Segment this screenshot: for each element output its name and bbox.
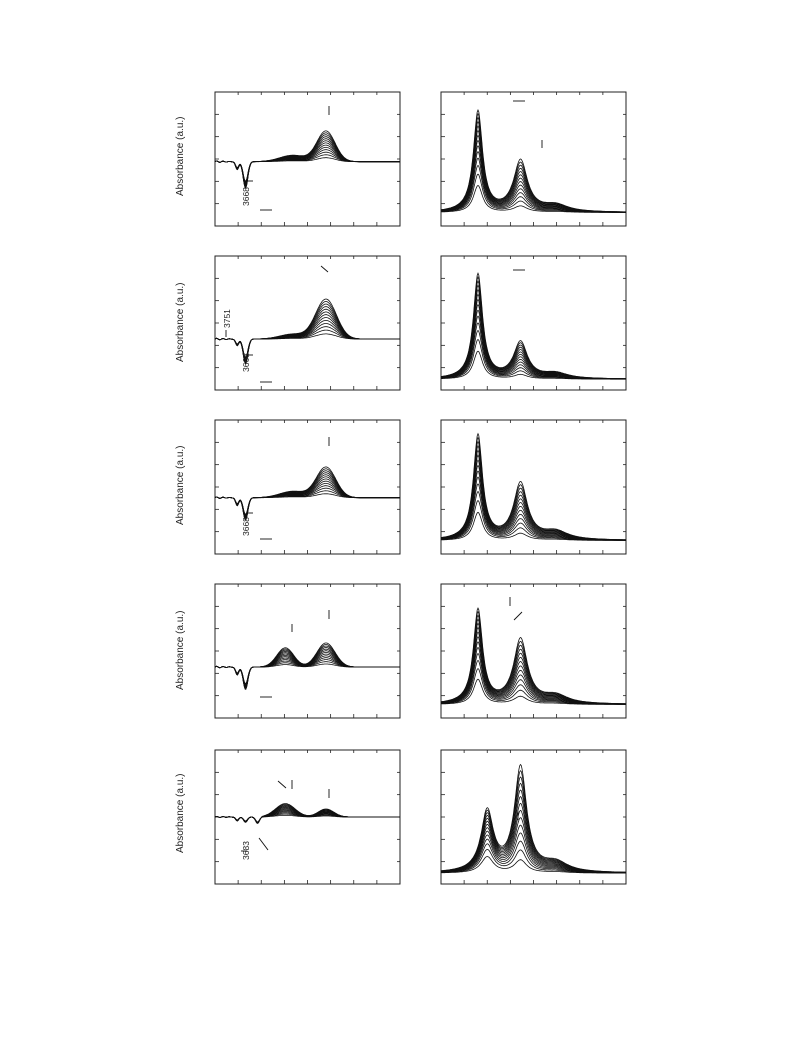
y-axis-label-e: Absorbance (a.u.) [175, 773, 186, 853]
spectrum-curve [215, 649, 400, 688]
spectrum-curve [215, 147, 400, 184]
annotation-a-3668: 3668 [241, 187, 251, 206]
spectrum-curve [441, 647, 626, 704]
marker-e-dip [259, 838, 268, 850]
spectrum-curve [215, 654, 400, 686]
marker-b-peak [321, 266, 328, 272]
panel-e-right [441, 750, 626, 884]
annotation-c-3668: 3668 [241, 517, 251, 536]
y-axis-label-c: Absorbance (a.u.) [175, 445, 186, 525]
spectrum-curve [215, 158, 400, 181]
spectrum-curve [441, 465, 626, 540]
panel-d-left [215, 584, 400, 718]
panel-b-right [441, 256, 626, 390]
spectrum-curve [215, 139, 400, 186]
plot-frame [441, 420, 626, 554]
spectrum-curve [215, 479, 400, 518]
spectrum-curve [215, 804, 400, 824]
spectrum-curve [215, 648, 400, 689]
marker-d-right-shoulder [514, 612, 522, 620]
spectrum-curve [215, 804, 400, 823]
spectrum-curve [215, 141, 400, 186]
spectrum-curve [441, 797, 626, 873]
plot-frame [215, 584, 400, 718]
panel-c-right [441, 420, 626, 554]
spectrum-curve [215, 145, 400, 184]
y-axis-label-b: Absorbance (a.u.) [175, 282, 186, 362]
spectrum-curve [215, 656, 400, 686]
annotation-b-3751: 3751 [222, 309, 232, 328]
annotation-b-3668: 3668 [241, 353, 251, 372]
annotation-markers [226, 101, 542, 851]
spectrum-curve [215, 805, 400, 823]
spectrum-curve [215, 481, 400, 517]
marker-e-first [278, 781, 286, 788]
spectrum-curve [215, 813, 400, 822]
y-axis-label-d: Absorbance (a.u.) [175, 610, 186, 690]
spectrum-curve [441, 783, 626, 872]
y-axis-label-a: Absorbance (a.u.) [175, 116, 186, 196]
spectrum-curve [215, 807, 400, 823]
spectrum-curve [215, 806, 400, 823]
spectrum-curve [215, 483, 400, 516]
panel-a-right [441, 92, 626, 226]
spectrum-curve [215, 658, 400, 686]
spectrum-curve [441, 637, 626, 704]
panel-e-left [215, 750, 400, 884]
spectrum-curve [215, 651, 400, 688]
annotation-e-3683: 3683 [241, 841, 251, 860]
spectrum-curve [215, 652, 400, 686]
panel-d-right [441, 584, 626, 718]
spectrum-curve [441, 771, 626, 873]
spectrum-curve [215, 143, 400, 185]
